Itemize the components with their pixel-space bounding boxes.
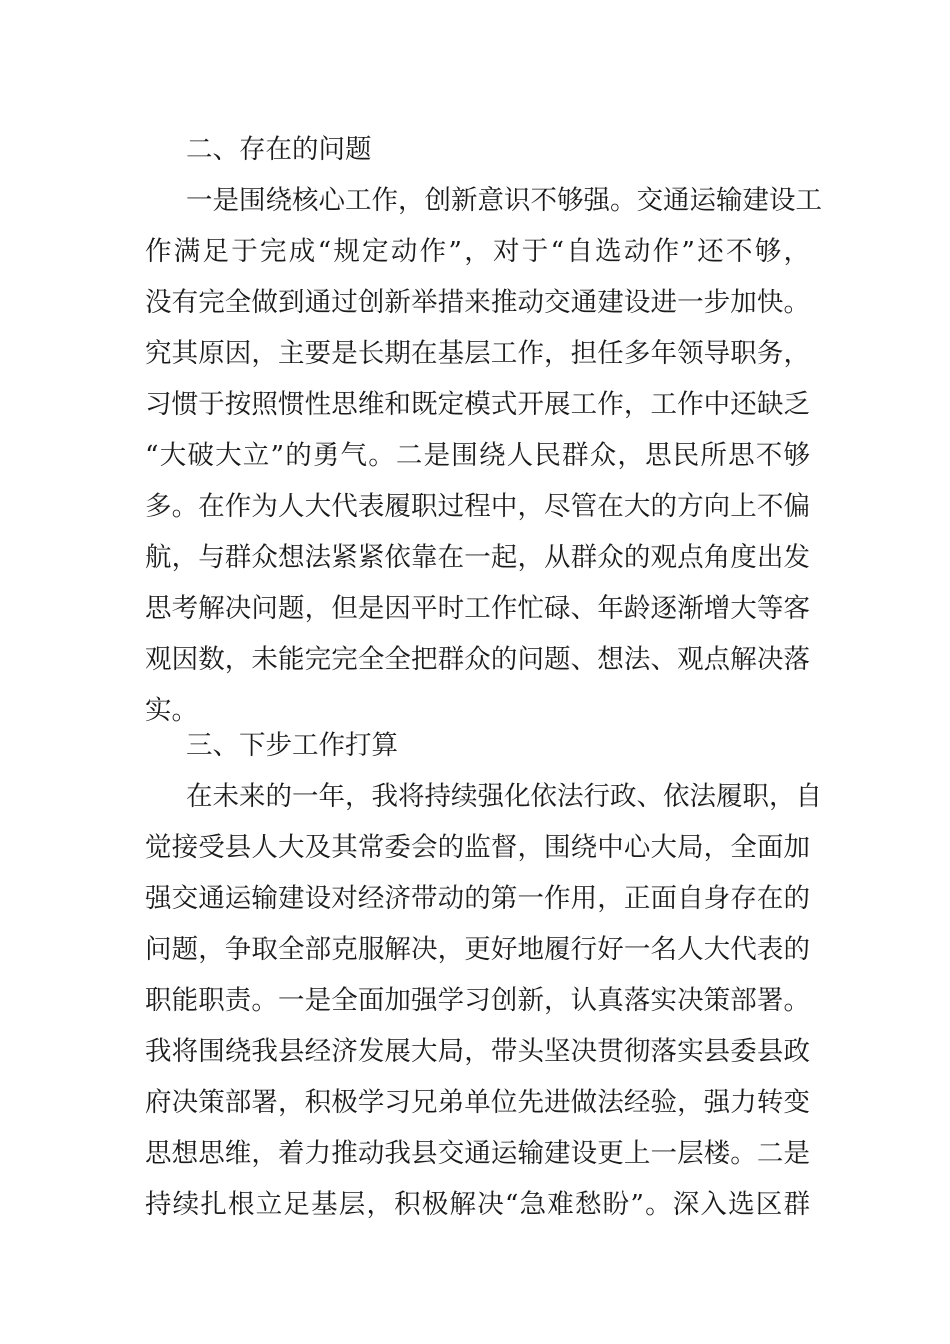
- paragraph-line: 习惯于按照惯性思维和既定模式开展工作，工作中还缺乏: [145, 389, 810, 420]
- paragraph-line: 观因数，未能完完全全把群众的问题、想法、观点解决落: [145, 644, 810, 675]
- paragraph-line: 强交通运输建设对经济带动的第一作用，正面自身存在的: [145, 883, 810, 914]
- paragraph-line: 持续扎根立足基层，积极解决“急难愁盼”。深入选区群: [145, 1189, 810, 1220]
- paragraph-line: 问题，争取全部克服解决，更好地履行好一名人大代表的: [145, 934, 810, 965]
- paragraph-line: 没有完全做到通过创新举措来推动交通建设进一步加快。: [145, 287, 810, 318]
- paragraph-line: 我将围绕我县经济发展大局，带头坚决贯彻落实县委县政: [145, 1036, 810, 1067]
- paragraph-line: 一是围绕核心工作，创新意识不够强。交通运输建设工: [186, 185, 822, 216]
- paragraph-line: “大破大立”的勇气。二是围绕人民群众，思民所思不够: [145, 440, 810, 471]
- paragraph-line: 多。在作为人大代表履职过程中，尽管在大的方向上不偏: [145, 491, 810, 522]
- paragraph-line: 实。: [145, 695, 198, 726]
- paragraph-line: 究其原因，主要是长期在基层工作，担任多年领导职务，: [145, 338, 810, 369]
- paragraph-line: 作满足于完成“规定动作”，对于“自选动作”还不够，: [145, 236, 810, 267]
- paragraph-line: 航，与群众想法紧紧依靠在一起，从群众的观点角度出发: [145, 542, 810, 573]
- section-heading: 二、存在的问题: [186, 134, 372, 165]
- paragraph-line: 府决策部署，积极学习兄弟单位先进做法经验，强力转变: [145, 1087, 810, 1118]
- paragraph-line: 思想思维，着力推动我县交通运输建设更上一层楼。二是: [145, 1138, 810, 1169]
- paragraph-line: 在未来的一年，我将持续强化依法行政、依法履职，自: [186, 781, 822, 812]
- paragraph-line: 职能职责。一是全面加强学习创新，认真落实决策部署。: [145, 985, 810, 1016]
- section-heading: 三、下步工作打算: [186, 730, 398, 761]
- paragraph-line: 觉接受县人大及其常委会的监督，围绕中心大局，全面加: [145, 832, 810, 863]
- paragraph-line: 思考解决问题，但是因平时工作忙碌、年龄逐渐增大等客: [145, 593, 810, 624]
